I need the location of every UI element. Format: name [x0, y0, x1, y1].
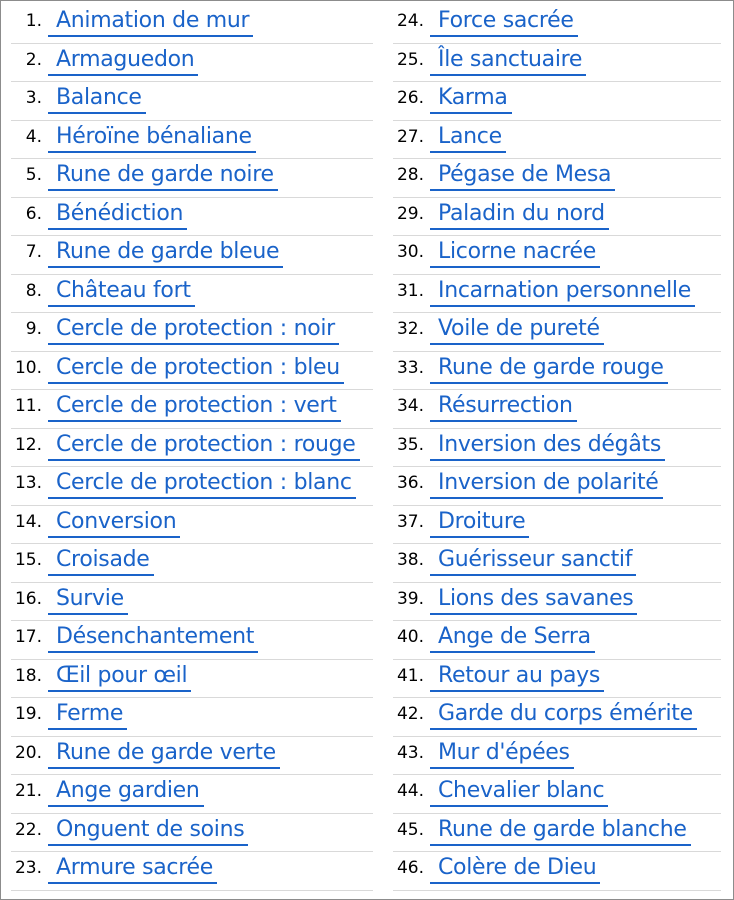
card-name-link[interactable]: Inversion des dégâts: [430, 431, 665, 461]
list-item: [11, 313, 373, 352]
list-item: [11, 544, 373, 583]
card-name-link[interactable]: Bénédiction: [48, 200, 187, 230]
card-name-link[interactable]: Onguent de soins: [48, 816, 248, 846]
card-name-link[interactable]: Rune de garde verte: [48, 739, 280, 769]
item-number: 13.: [14, 473, 42, 493]
list-item: [11, 467, 373, 506]
item-number: 22.: [14, 819, 42, 840]
item-number: 23.: [14, 858, 42, 878]
list-item: [393, 429, 721, 468]
list-item: [11, 82, 373, 121]
item-number: 15.: [14, 550, 42, 570]
list-item: [393, 660, 721, 699]
card-name-link[interactable]: Croisade: [48, 546, 154, 576]
item-number: 12.: [14, 434, 42, 455]
card-name-link[interactable]: Rune de garde noire: [48, 161, 278, 191]
list-item: [393, 44, 721, 83]
item-number: 6.: [25, 203, 42, 224]
list-item: [11, 275, 373, 314]
item-number: 17.: [14, 627, 42, 647]
list-item: [393, 737, 721, 776]
card-name-link[interactable]: Incarnation personnelle: [430, 277, 695, 307]
list-item: [11, 429, 373, 468]
list-item: [11, 814, 373, 853]
card-name-link[interactable]: Cercle de protection : noir: [48, 315, 339, 345]
card-name-link[interactable]: Voile de pureté: [430, 315, 604, 345]
card-name-link[interactable]: Lance: [430, 123, 506, 153]
list-item: [11, 5, 373, 44]
item-number: 31.: [396, 280, 424, 301]
list-item: [393, 313, 721, 352]
item-number: 19.: [14, 704, 42, 724]
card-name-link[interactable]: Paladin du nord: [430, 200, 609, 230]
item-number: 37.: [396, 511, 424, 532]
card-name-link[interactable]: Retour au pays: [430, 662, 604, 692]
list-item: [393, 467, 721, 506]
item-number: 11.: [14, 396, 42, 416]
list-item: [393, 82, 721, 121]
card-name-link[interactable]: Cercle de protection : rouge: [48, 431, 360, 461]
item-number: 29.: [396, 203, 424, 224]
list-item: [393, 814, 721, 853]
list-item: [393, 852, 721, 891]
card-name-link[interactable]: Rune de garde bleue: [48, 238, 283, 268]
card-name-link[interactable]: Ange de Serra: [430, 623, 595, 653]
item-number: 45.: [396, 819, 424, 840]
list-item: [393, 621, 721, 660]
card-name-link[interactable]: Karma: [430, 84, 512, 114]
list-item: [393, 390, 721, 429]
list-item: [11, 44, 373, 83]
item-number: 26.: [396, 88, 424, 108]
card-name-link[interactable]: Lions des savanes: [430, 585, 637, 615]
card-name-link[interactable]: Île sanctuaire: [430, 46, 586, 76]
card-name-link[interactable]: Héroïne bénaliane: [48, 123, 256, 153]
list-item: [11, 660, 373, 699]
card-name-link[interactable]: Colère de Dieu: [430, 854, 600, 884]
card-name-link[interactable]: Œil pour œil: [48, 662, 191, 692]
list-item: [393, 159, 721, 198]
item-number: 36.: [396, 473, 424, 493]
item-number: 27.: [396, 126, 424, 147]
list-item: [393, 352, 721, 391]
list-item: [393, 5, 721, 44]
item-number: 25.: [396, 49, 424, 70]
card-name-link[interactable]: Désenchantement: [48, 623, 258, 653]
card-name-link[interactable]: Cercle de protection : blanc: [48, 469, 356, 499]
card-name-link[interactable]: Cercle de protection : vert: [48, 392, 341, 422]
card-name-link[interactable]: Rune de garde blanche: [430, 816, 691, 846]
list-item: [11, 506, 373, 545]
list-item: [11, 583, 373, 622]
card-name-link[interactable]: Château fort: [48, 277, 195, 307]
item-number: 2.: [25, 49, 42, 70]
list-item: [393, 775, 721, 814]
list-item: [393, 506, 721, 545]
card-name-link[interactable]: Armaguedon: [48, 46, 198, 76]
item-number: 9.: [25, 319, 42, 339]
card-name-link[interactable]: Guérisseur sanctif: [430, 546, 636, 576]
list-item: [11, 698, 373, 737]
item-number: 34.: [396, 396, 424, 416]
card-name-link[interactable]: Mur d'épées: [430, 739, 574, 769]
item-number: 39.: [396, 588, 424, 609]
right-column: [393, 5, 721, 891]
list-item: [393, 198, 721, 237]
list-item: [393, 121, 721, 160]
card-name-link[interactable]: Rune de garde rouge: [430, 354, 668, 384]
card-name-link[interactable]: Armure sacrée: [48, 854, 217, 884]
card-name-link[interactable]: Cercle de protection : bleu: [48, 354, 344, 384]
list-item: [11, 852, 373, 891]
card-name-link[interactable]: Ange gardien: [48, 777, 204, 807]
card-name-link[interactable]: Balance: [48, 84, 146, 114]
list-item: [393, 544, 721, 583]
item-number: 20.: [14, 742, 42, 763]
list-item: [11, 198, 373, 237]
card-name-link[interactable]: Chevalier blanc: [430, 777, 608, 807]
list-item: [11, 775, 373, 814]
item-number: 30.: [396, 242, 424, 262]
list-item: [11, 121, 373, 160]
item-number: 24.: [396, 11, 424, 31]
item-number: 14.: [14, 511, 42, 532]
item-number: 1.: [25, 11, 42, 31]
item-number: 33.: [396, 357, 424, 378]
list-item: [11, 159, 373, 198]
item-number: 4.: [25, 126, 42, 147]
item-number: 16.: [14, 588, 42, 609]
list-item: [11, 236, 373, 275]
card-name-link[interactable]: Animation de mur: [48, 7, 253, 37]
item-number: 35.: [396, 434, 424, 455]
list-item: [393, 698, 721, 737]
list-item: [11, 390, 373, 429]
card-name-link[interactable]: Survie: [48, 585, 128, 615]
left-column: [11, 5, 373, 891]
item-number: 8.: [25, 280, 42, 301]
card-name-link[interactable]: Conversion: [48, 508, 180, 538]
item-number: 21.: [14, 781, 42, 801]
list-item: [11, 621, 373, 660]
item-number: 32.: [396, 319, 424, 339]
card-name-link[interactable]: Licorne nacrée: [430, 238, 600, 268]
card-name-link[interactable]: Pégase de Mesa: [430, 161, 615, 191]
item-number: 7.: [25, 242, 42, 262]
card-name-link[interactable]: Garde du corps émérite: [430, 700, 697, 730]
item-number: 10.: [14, 357, 42, 378]
item-number: 3.: [25, 88, 42, 108]
item-number: 38.: [396, 550, 424, 570]
card-name-link[interactable]: Droiture: [430, 508, 529, 538]
item-number: 5.: [25, 165, 42, 185]
item-number: 18.: [14, 665, 42, 686]
item-number: 42.: [396, 704, 424, 724]
card-name-link[interactable]: Résurrection: [430, 392, 577, 422]
list-item: [11, 352, 373, 391]
list-item: [11, 737, 373, 776]
item-number: 44.: [396, 781, 424, 801]
card-name-link[interactable]: Ferme: [48, 700, 127, 730]
list-item: [393, 275, 721, 314]
item-number: 43.: [396, 742, 424, 763]
list-item: [393, 583, 721, 622]
card-name-link[interactable]: Inversion de polarité: [430, 469, 663, 499]
item-number: 40.: [396, 627, 424, 647]
list-item: [393, 236, 721, 275]
card-name-link[interactable]: Force sacrée: [430, 7, 578, 37]
item-number: 28.: [396, 165, 424, 185]
item-number: 46.: [396, 858, 424, 878]
item-number: 41.: [396, 665, 424, 686]
